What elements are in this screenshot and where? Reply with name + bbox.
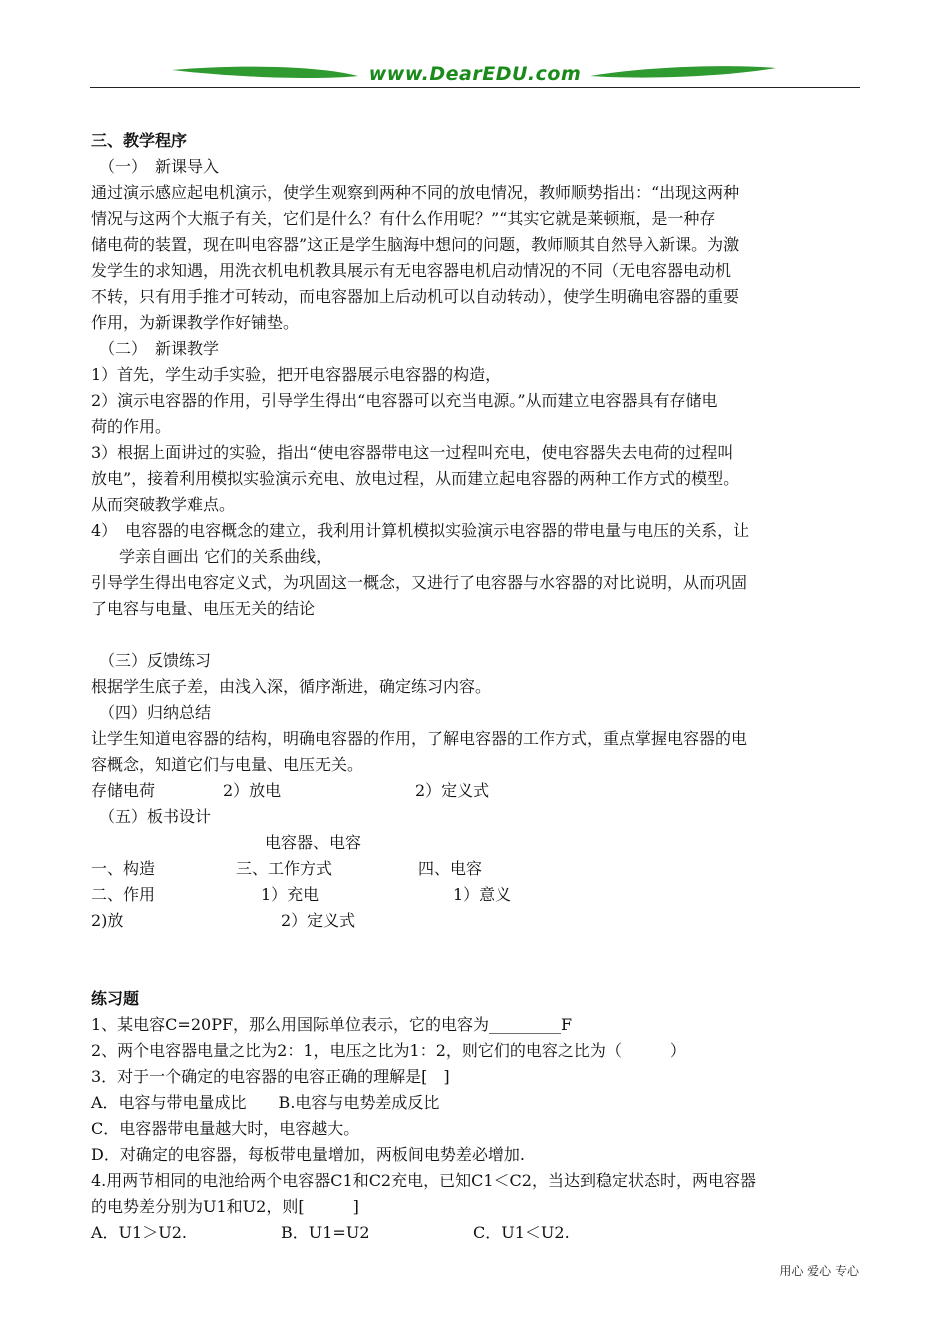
board-cell: 三、工作方式	[236, 859, 333, 878]
paragraph-line: 发学生的求知遇，用洗衣机电机教具展示有无电容器电机启动情况的不同（无电容器电动机	[91, 261, 732, 280]
paragraph-line: 容概念，知道它们与电量、电压无关。	[91, 755, 364, 774]
board-title: 电容器、电容	[265, 833, 362, 852]
summary-cell: 存储电荷	[91, 781, 156, 800]
question-2: 2、两个电容器电量之比为2：1，电压之比为1：2，则它们的电容之比为（ ）	[91, 1041, 686, 1060]
board-cell: 二、作用	[91, 885, 156, 904]
summary-row	[91, 778, 863, 804]
exercises-title: 练习题	[91, 989, 140, 1008]
paragraph-line: 3）根据上面讲过的实验，指出“使电容器带电这一过程叫充电，使电容器失去电荷的过程叫	[91, 443, 734, 462]
section-title: 三、教学程序	[91, 131, 188, 150]
part3-title: （三）反馈练习	[99, 651, 212, 670]
paragraph-line: 引导学生得出电容定义式，为巩固这一概念，又进行了电容器与水容器的对比说明，从而巩固	[91, 573, 748, 592]
summary-cell: 2）放电	[223, 781, 282, 800]
board-cell: 2）定义式	[281, 911, 356, 930]
board-row	[91, 908, 863, 934]
question-4: 4.用两节相同的电池给两个电容器C1和C2充电，已知C1＜C2，当达到稳定状态时，两电容器	[91, 1171, 756, 1190]
paragraph-line: 根据学生底子差，由浅入深，循序渐进，确定练习内容。	[91, 677, 492, 696]
question-1: 1、某电容C=20PF，那么用国际单位表示，它的电容为_________F	[91, 1015, 573, 1034]
board-cell: 1）意义	[453, 885, 512, 904]
paragraph-line: 从而突破教学难点。	[91, 495, 236, 514]
paragraph-line: 1）首先，学生动手实验，把开电容器展示电容器的构造，	[91, 365, 502, 384]
paragraph-line: 储电荷的装置，现在叫电容器”这正是学生脑海中想问的问题，教师顺其自然导入新课。为激	[91, 235, 740, 254]
part5-title: （五）板书设计	[99, 807, 212, 826]
board-cell: 1）充电	[261, 885, 320, 904]
part2-title: （二） 新课教学	[99, 339, 220, 358]
page-header	[90, 58, 860, 90]
paragraph-line: 作用，为新课教学作好铺垫。	[91, 313, 300, 332]
paragraph-line: 学亲自画出 它们的关系曲线，	[119, 547, 333, 566]
part1-title: （一） 新课导入	[99, 157, 220, 176]
site-logo[interactable]: www.DearEDU.com	[368, 63, 582, 85]
option-c: C．U1＜U2.	[473, 1223, 570, 1242]
question-3-options-ab: A．电容与带电量成比 B.电容与电势差成反比	[91, 1093, 440, 1112]
paragraph-line: 荷的作用。	[91, 417, 172, 436]
paragraph-line: 情况与这两个大瓶子有关，它们是什么？有什么作用呢？”“其实它就是莱顿瓶，是一种存	[91, 209, 716, 228]
question-4-options	[91, 1220, 863, 1246]
board-row	[91, 882, 863, 908]
question-3-option-d: D．对确定的电容器，每板带电量增加，两板间电势差必增加.	[91, 1145, 525, 1164]
board-cell: 2)放	[91, 911, 124, 930]
paragraph-line: 4） 电容器的电容概念的建立，我利用计算机模拟实验演示电容器的带电量与电压的关系，让	[91, 521, 750, 540]
paragraph-line: 通过演示感应起电机演示，使学生观察到两种不同的放电情况，教师顺势指出：“出现这两种	[91, 183, 740, 202]
paragraph-line: 不转，只有用手推才可转动，而电容器加上后动机可以自动转动），使学生明确电容器的重要	[91, 287, 740, 306]
question-4: 的电势差分别为U1和U2，则[ ]	[91, 1197, 359, 1216]
paragraph-line: 让学生知道电容器的结构，明确电容器的作用，了解电容器的工作方式，重点掌握电容器的电	[91, 729, 748, 748]
part4-title: （四）归纳总结	[99, 703, 212, 722]
board-cell: 四、电容	[418, 859, 483, 878]
paragraph-line: 了电容与电量、电压无关的结论	[91, 599, 316, 618]
page-footer: 用心 爱心 专心	[779, 1264, 859, 1278]
question-3-option-c: C．电容器带电量越大时，电容越大。	[91, 1119, 360, 1138]
paragraph-line: 2）演示电容器的作用，引导学生得出“电容器可以充当电源。”从而建立电容器具有存储电	[91, 391, 718, 410]
board-row	[91, 856, 863, 882]
option-a: A．U1＞U2.	[91, 1223, 187, 1242]
header-divider	[90, 87, 860, 88]
document-body	[91, 128, 863, 1246]
paragraph-line: 放电”，接着利用模拟实验演示充电、放电过程，从而建立起电容器的两种工作方式的模型。	[91, 469, 740, 488]
board-cell: 一、构造	[91, 859, 156, 878]
summary-cell: 2）定义式	[415, 781, 490, 800]
question-3: 3．对于一个确定的电容器的电容正确的理解是[ ]	[91, 1067, 450, 1086]
option-b: B．U1=U2	[281, 1223, 370, 1242]
